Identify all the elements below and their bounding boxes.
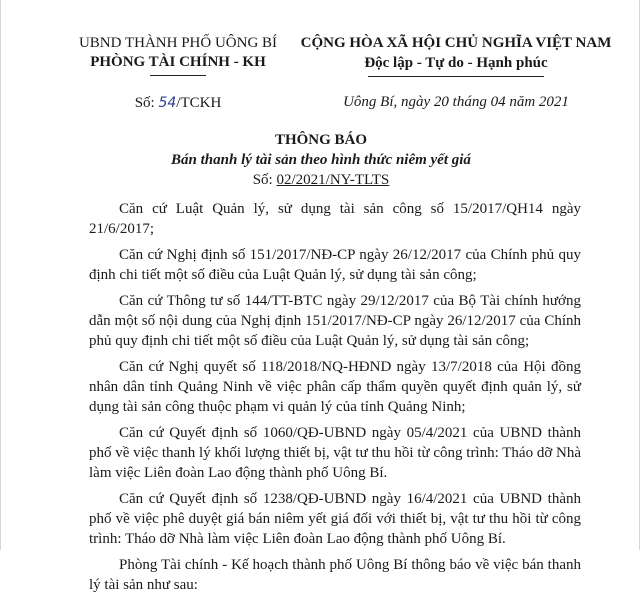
body-paragraph: Căn cứ Quyết định số 1238/QĐ-UBND ngày 16/4/2021 của UBND thành phố về việc phê duyệt giá bán niêm yết giá đối với thiết bị, vật tư thu hồi từ công trình: Tháo dỡ Nhà làm việc Liên đoàn Lao động thành phố Uông Bí. (89, 491, 581, 547)
notice-number-prefix: Số: (252, 172, 277, 188)
notice-number (1, 170, 641, 191)
notice-title-block (1, 131, 641, 191)
body-paragraph: Căn cứ Thông tư số 144/TT-BTC ngày 29/12/2017 của Bộ Tài chính hướng dẫn một số nội dung của Nghị định 151/2017/NĐ-CP ngày 26/12/2017 của Chính phủ quy định chi tiết một số điều của Luật Quản lý, sử dụng tài sản công; (89, 293, 581, 349)
document-number-prefix: Số: (134, 95, 159, 111)
agency-divider (150, 75, 206, 76)
notice-number-value: 02/2021/NY-TLTS (276, 172, 390, 188)
motto-divider (368, 76, 544, 77)
body-paragraph: Căn cứ Quyết định số 1060/QĐ-UBND ngày 05/4/2021 của UBND thành phố về việc thanh lý khối lượng thiết bị, vật tư thu hồi từ công trình: Tháo dỡ Nhà làm việc Liên đoàn Lao động thành phố Uông Bí. (89, 425, 581, 481)
notice-heading: THÔNG BÁO (274, 132, 368, 148)
body-paragraph: Căn cứ Luật Quản lý, sử dụng tài sản công số 15/2017/QH14 ngày 21/6/2017; (89, 201, 581, 237)
document-number-suffix: /TCKH (176, 95, 222, 111)
place-and-date: Uông Bí, ngày 20 tháng 04 năm 2021 (343, 94, 569, 110)
agency-name-line1: UBND THÀNH PHỐ UÔNG BÍ (78, 35, 278, 51)
national-motto: Độc lập - Tự do - Hạnh phúc (364, 55, 548, 71)
body-paragraph: Căn cứ Nghị định số 151/2017/NĐ-CP ngày 26/12/2017 của Chính phủ quy định chi tiết một số điều của Luật Quản lý, sử dụng tài sản công; (89, 247, 581, 283)
document-body (89, 199, 581, 595)
body-paragraph: Phòng Tài chính - Kế hoạch thành phố Uông Bí thông báo về việc bán thanh lý tài sản như sau: (89, 557, 581, 593)
issuing-agency-block (63, 34, 293, 113)
body-paragraph: Căn cứ Nghị quyết số 118/2018/NQ-HĐND ngày 13/7/2018 của Hội đồng nhân dân tỉnh Quảng Ninh về việc phân cấp thẩm quyền quyết định quản lý, sử dụng tài sản công thuộc phạm vi quản lý của tỉnh Quảng Ninh; (89, 359, 581, 415)
notice-subheading: Bán thanh lý tài sản theo hình thức niêm yết giá (171, 152, 471, 168)
document-number-handwritten: 54 (158, 95, 177, 111)
country-name: CỘNG HÒA XÃ HỘI CHỦ NGHĨA VIỆT NAM (300, 35, 612, 51)
agency-name-line2: PHÒNG TÀI CHÍNH - KH (90, 54, 266, 70)
national-motto-block (291, 34, 621, 112)
document-number (63, 94, 293, 113)
